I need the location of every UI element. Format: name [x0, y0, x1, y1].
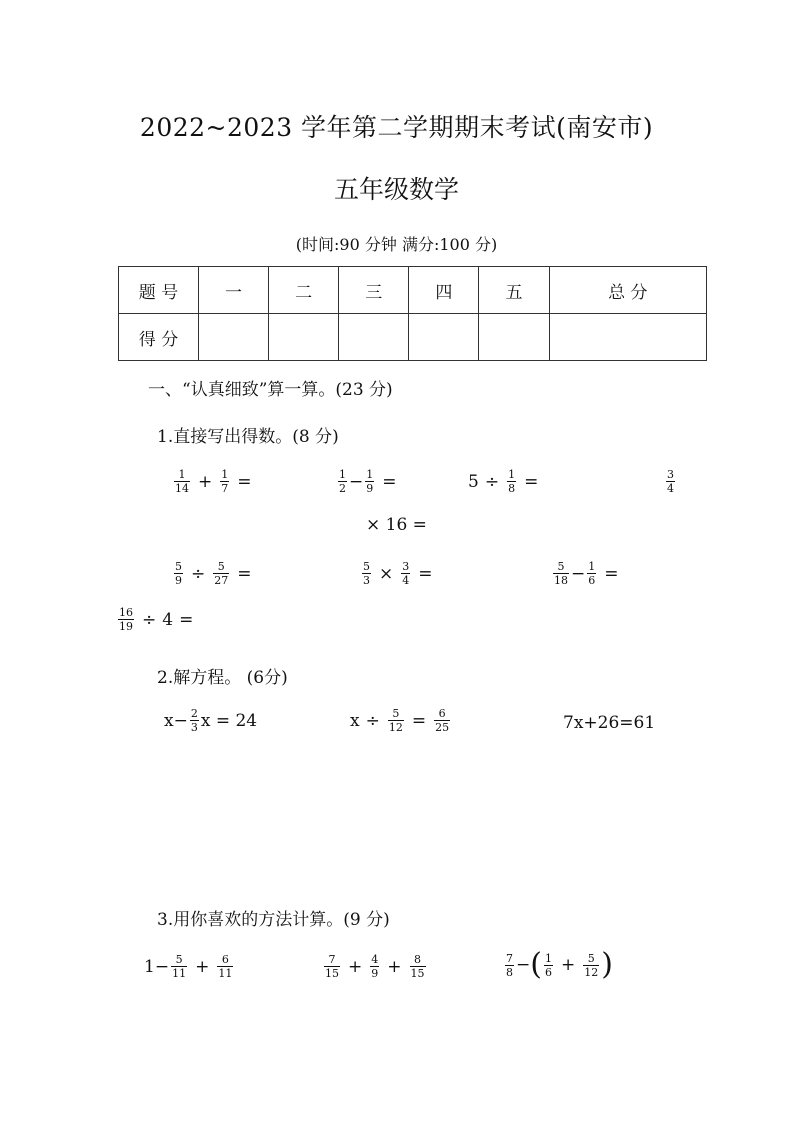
expression: $\frac{7}{8}$ − ( $\frac{1}{6}$ + $\frac{5}{12}$ )	[506, 947, 613, 982]
fraction: $\frac{3}{4}$	[402, 560, 410, 587]
score-cell-empty	[269, 314, 339, 361]
fraction: $\frac{16}{19}$	[119, 606, 133, 633]
fraction: $\frac{5}{12}$	[584, 951, 599, 979]
expression: $\frac{5}{18}$ − $\frac{1}{6}$ =	[554, 560, 619, 587]
fraction: $\frac{1}{14}$	[175, 468, 189, 495]
fraction: $\frac{1}{7}$	[221, 468, 229, 495]
expression: $\frac{1}{14}$ + $\frac{1}{7}$ =	[175, 468, 252, 495]
fraction: $\frac{1}{6}$	[544, 951, 552, 979]
equation: 7x+26=61	[563, 713, 656, 733]
fraction: $\frac{5}{12}$	[388, 707, 403, 734]
score-table-cell: 四	[409, 267, 479, 314]
score-cell-empty	[479, 314, 549, 361]
question-1-title: 1.直接写出得数。(8 分)	[157, 427, 339, 447]
fraction: $\frac{5}{3}$	[363, 560, 370, 587]
expression: 5 ÷ $\frac{1}{8}$ =	[468, 468, 539, 495]
question-3-title: 3.用你喜欢的方法计算。(9 分)	[157, 910, 390, 930]
fraction: $\frac{2}{3}$	[190, 707, 198, 734]
score-table-header-row	[119, 267, 707, 314]
exam-title: 2022~2023 学年第二学期期末考试(南安市)	[139, 113, 654, 142]
fraction: $\frac{7}{15}$	[325, 953, 339, 980]
expression: $\frac{5}{3}$ × $\frac{3}{4}$ =	[363, 560, 433, 587]
expression: $\frac{16}{19}$ ÷ 4 =	[119, 606, 194, 633]
fraction: $\frac{5}{18}$	[554, 560, 568, 587]
fraction: $\frac{7}{8}$	[506, 951, 513, 979]
expression: $\frac{7}{15}$ + $\frac{4}{9}$ + $\frac{8}{15}$	[325, 953, 425, 980]
score-table-cell: 一	[199, 267, 269, 314]
expression: 1 − $\frac{5}{11}$ + $\frac{6}{11}$	[144, 953, 233, 980]
fraction: $\frac{4}{9}$	[371, 953, 379, 980]
score-table-cell: 三	[339, 267, 409, 314]
expression: $\frac{1}{2}$ − $\frac{1}{9}$ =	[339, 468, 397, 495]
score-cell-empty	[409, 314, 479, 361]
score-table-score-row	[119, 314, 707, 361]
fraction: $\frac{5}{9}$	[175, 560, 182, 587]
score-cell-empty	[339, 314, 409, 361]
fraction: $\frac{3}{4}$	[667, 468, 674, 495]
score-cell-empty	[199, 314, 269, 361]
fraction: $\frac{1}{2}$	[339, 468, 346, 495]
score-row-label: 得 分	[119, 314, 199, 361]
fraction: $\frac{5}{11}$	[172, 953, 187, 980]
equation: x − $\frac{2}{3}$ x = 24	[164, 707, 258, 734]
section-heading: 一、“认真细致”算一算。(23 分)	[148, 380, 393, 400]
question-2-title: 2.解方程。 (6分)	[157, 668, 288, 688]
score-table	[118, 266, 707, 361]
fraction: $\frac{5}{27}$	[214, 560, 229, 587]
score-table-cell: 二	[269, 267, 339, 314]
expression: × 16 =	[366, 515, 427, 535]
fraction: $\frac{6}{11}$	[218, 953, 233, 980]
time-info: (时间:90 分钟 满分:100 分)	[295, 235, 498, 254]
equation: x ÷ $\frac{5}{12}$ = $\frac{6}{25}$	[350, 707, 450, 734]
score-table-cell: 五	[479, 267, 549, 314]
score-cell-empty	[549, 314, 706, 361]
score-table-cell: 总 分	[549, 267, 706, 314]
expression	[664, 468, 677, 495]
score-table-cell: 题 号	[119, 267, 199, 314]
fraction: $\frac{6}{25}$	[435, 707, 450, 734]
fraction: $\frac{8}{15}$	[410, 953, 425, 980]
fraction: $\frac{1}{9}$	[366, 468, 374, 495]
expression: $\frac{5}{9}$ ÷ $\frac{5}{27}$ =	[175, 560, 252, 587]
fraction: $\frac{1}{6}$	[588, 560, 596, 587]
fraction: $\frac{1}{8}$	[508, 468, 516, 495]
subject-title: 五年级数学	[333, 175, 459, 204]
